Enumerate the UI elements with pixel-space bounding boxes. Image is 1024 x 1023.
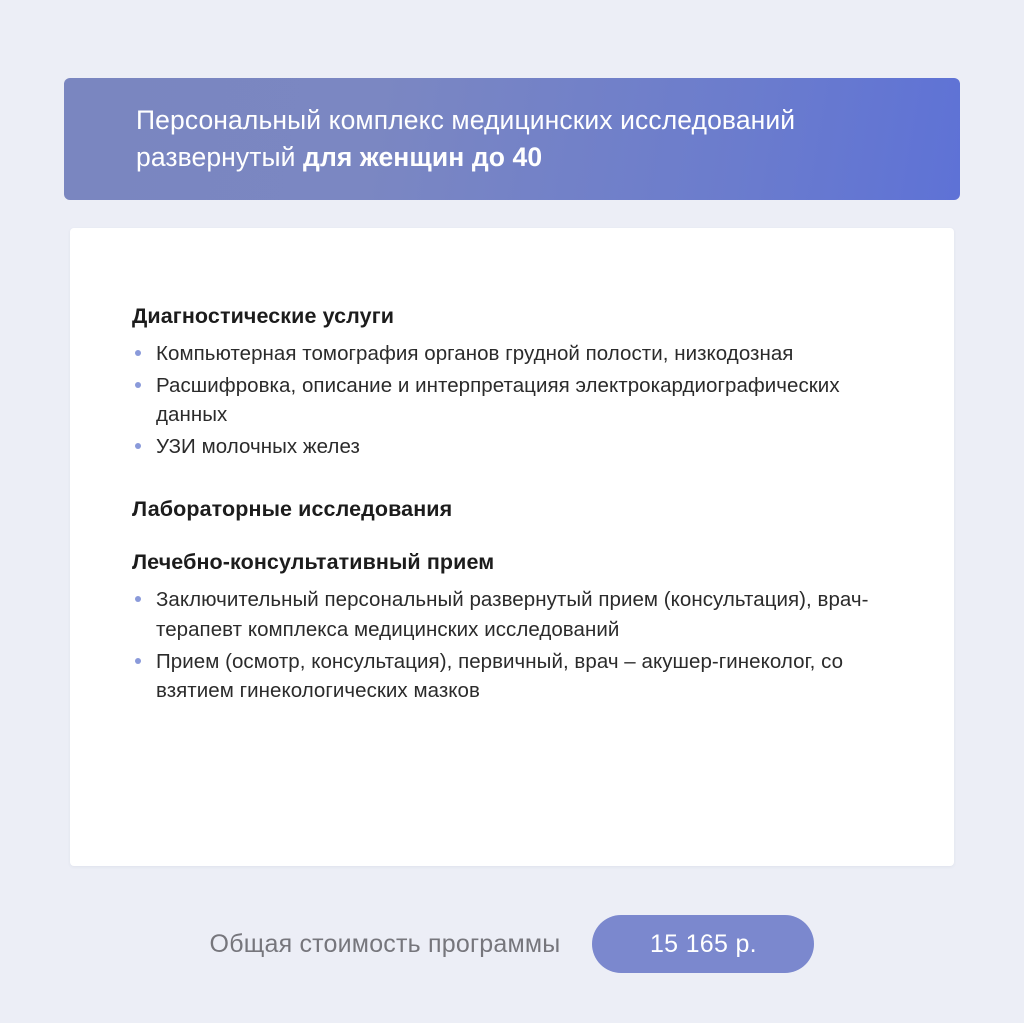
list-item: Прием (осмотр, консультация), первичный, врач – акушер-гинеколог, со взятием гинекологических мазков	[132, 647, 894, 705]
section-title-consultative: Лечебно-консультативный прием	[132, 550, 495, 575]
list-item: Заключительный персональный развернутый прием (консультация), врач-терапевт комплекса медицинских исследований	[132, 585, 894, 643]
total-price-badge: 15 165 р.	[592, 915, 814, 973]
services-card	[70, 228, 954, 866]
list-item: Компьютерная томография органов грудной полости, низкодозная	[132, 339, 894, 368]
section-title-diagnostics: Диагностические услуги	[132, 304, 395, 328]
program-header-banner	[64, 78, 960, 200]
list-item: Расшифровка, описание и интерпретацияя электрокардиографических данных	[132, 371, 894, 429]
services-card-content	[70, 228, 954, 705]
price-footer	[0, 908, 1024, 980]
page-title-main: Персональный комплекс медицинских исследований развернутый	[136, 105, 796, 172]
services-list-diagnostics	[132, 339, 894, 461]
page-title	[64, 102, 960, 175]
total-price-label: Общая стоимость программы	[209, 929, 561, 958]
page-title-accent: для женщин до 40	[303, 142, 543, 172]
services-list-consultative	[132, 585, 894, 704]
section-title-laboratory: Лабораторные исследования	[132, 497, 453, 522]
list-item: УЗИ молочных желез	[132, 432, 894, 461]
